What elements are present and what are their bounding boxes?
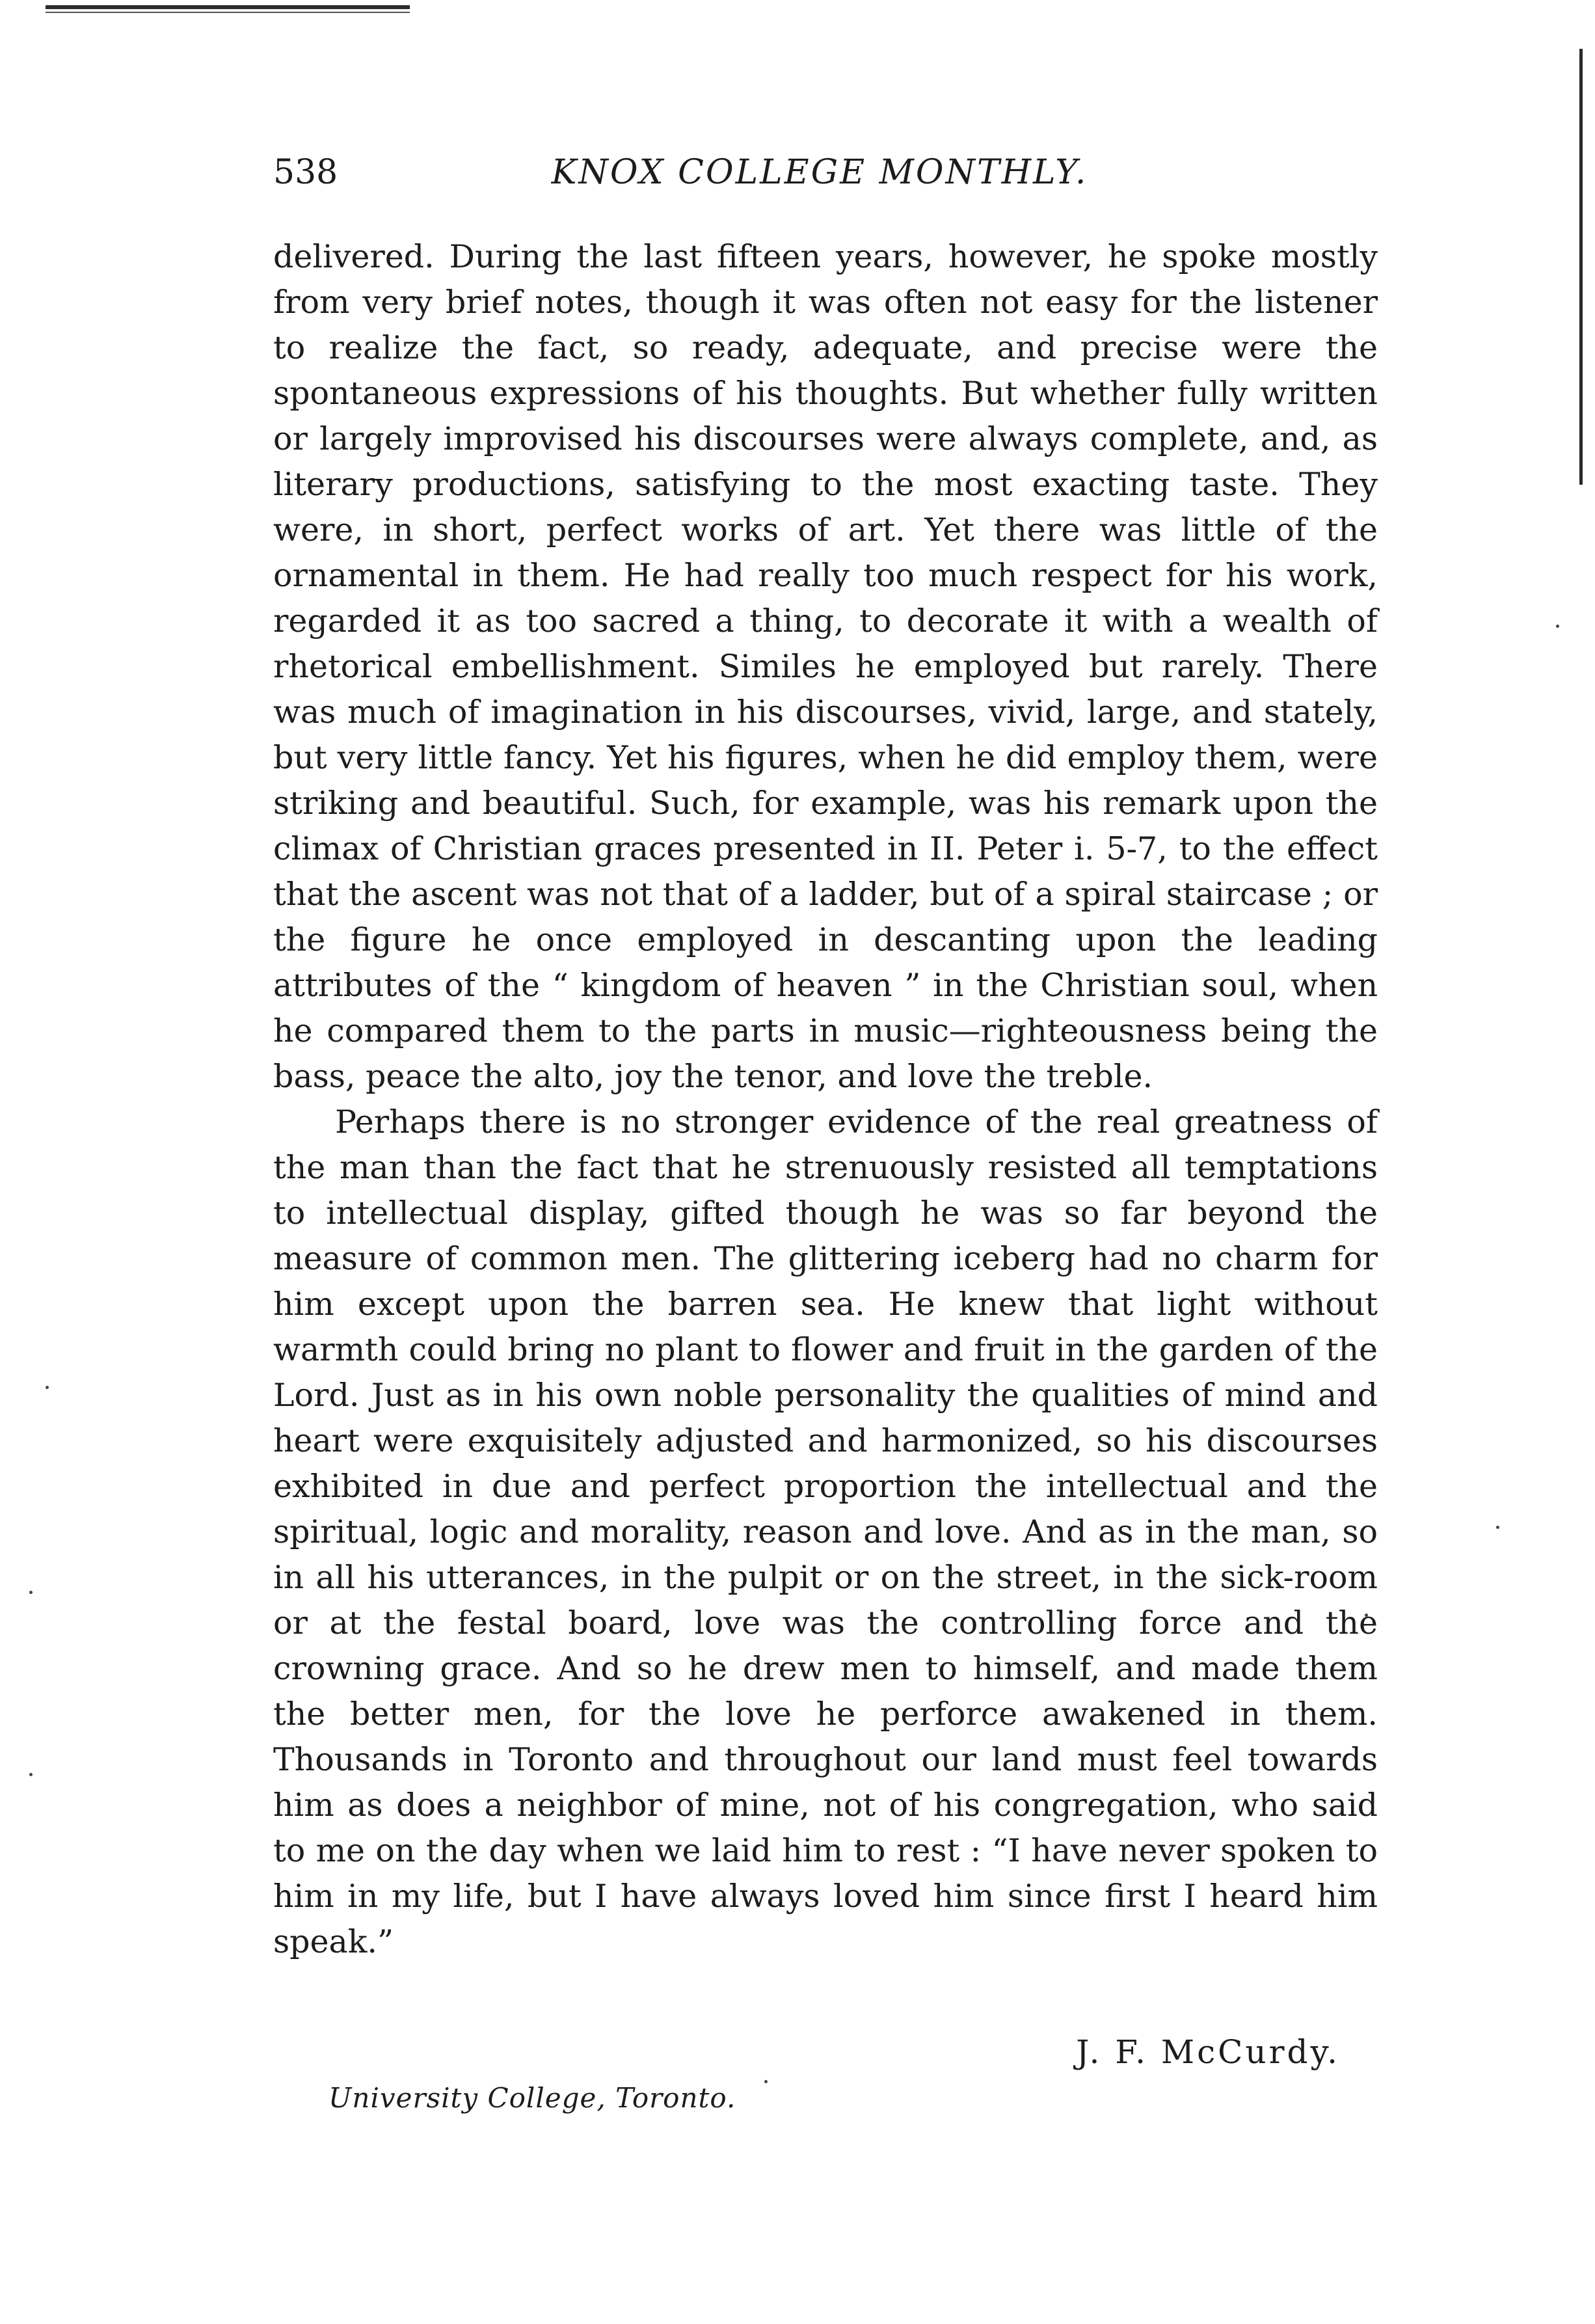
running-title: KNOX COLLEGE MONTHLY. [551, 153, 1088, 192]
scan-speck [1556, 625, 1559, 628]
paragraph-1: delivered. During the last fifteen years, however, he spoke mostly from very brief notes, though it was often not easy for the listener to realize the fact, so ready, adequate, and precise were the spontaneous expressions of his thoughts. But whether fully written or largely improvised his discourses were always complete, and, as literary productions, satisfying to the most exacting taste. They were, in short, perfect works of art. Yet there was little of the ornamental in them. He had really too much respect for his work, regarded it as too sacred a thing, to decorate it with a wealth of rhetorical embellishment. Similes he employed but rarely. There was much of imagination in his discourses, vivid, large, and stately, but very little fancy. Yet his figures, when he did employ them, were striking and beautiful. Such, for example, was his remark upon the climax of Christian graces presented in II. Peter i. 5-7, to the effect that the ascent was not that of a ladder, but of a spiral staircase ; or the figure he once employed in descanting upon the leading attributes of the “ kingdom of heaven ” in the Christian soul, when he compared them to the parts in music—righteousness being the bass, peace the alto, joy the tenor, and love the treble. [273, 238, 1378, 1095]
paragraph-2: Perhaps there is no stronger evidence of the real greatness of the man than the fact that he strenuously resisted all temptations to intellectual display, gifted though he was so far beyond the measure of common men. The glittering iceberg had no charm for him except upon the barren sea. He knew that light without warmth could bring no plant to flower and fruit in the garden of the Lord. Just as in his own noble personality the qualities of mind and heart were exquisitely adjusted and harmonized, so his discourses exhibited in due and perfect proportion the intellectual and the spiritual, logic and morality, reason and love. And as in the man, so in all his utterances, in the pulpit or on the street, in the sick-room or at the festal board, love was the controlling force and the crowning grace. And so he drew men to himself, and made them the better men, for the love he perforce awakened in them. Thousands in Toronto and throughout our land must feel towards him as does a neighbor of mine, not of his congregation, who said to me on the day when we laid him to rest : “I have never spoken to him in my life, but I have always loved him since first I heard him speak.” [273, 1103, 1378, 1960]
author-affiliation: University College, Toronto. [328, 2082, 736, 2114]
scan-speck [29, 1773, 33, 1776]
author-signature: J. F. McCurdy. [1076, 2033, 1340, 2071]
page-number: 538 [273, 153, 338, 192]
article-body [273, 234, 1378, 1965]
top-rule [46, 5, 410, 9]
scan-speck [46, 1386, 49, 1389]
scan-speck [1496, 1526, 1499, 1529]
scan-speck [29, 1591, 33, 1594]
top-rule-thin [46, 12, 410, 13]
page-header [273, 153, 1366, 205]
scan-speck [764, 2080, 768, 2083]
margin-scan-bar [1579, 49, 1583, 485]
